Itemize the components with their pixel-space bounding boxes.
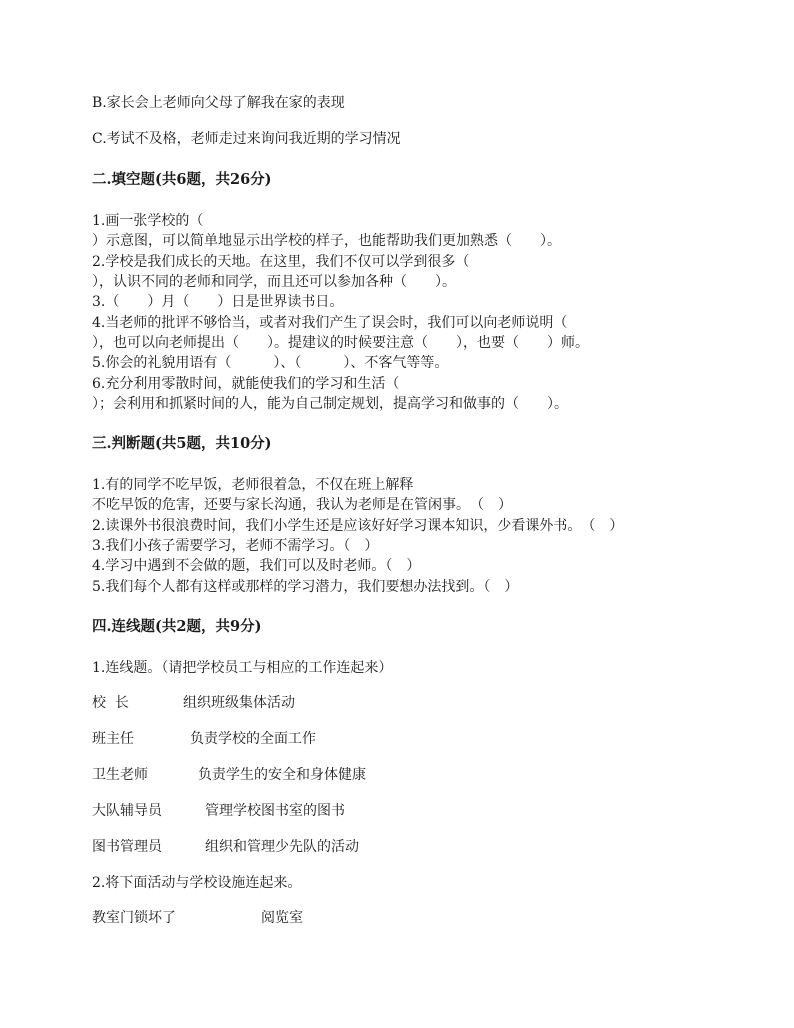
fill-in-line: 1.画一张学校的（ (92, 213, 204, 229)
matching-right-item: 负责学校的全面工作 (190, 731, 316, 747)
true-false-line: 2.读课外书很浪费时间，我们小学生还是应该好好学习课本知识，少看课外书。 （ ） (92, 518, 624, 534)
matching-q2-title: 2.将下面活动与学校设施连起来。 (92, 875, 302, 891)
true-false-line: 不吃早饭的危害，还要与家长沟通，我认为老师是在管闲事。 （ ） (92, 497, 512, 513)
option-b: B.家长会上老师向父母了解我在家的表现 (92, 95, 345, 111)
matching-left-item: 大队辅导员 (92, 803, 162, 819)
fill-in-line: 4.当老师的批评不够恰当，或者对我们产生了误会时，我们可以向老师说明（ (92, 315, 568, 331)
matching-right-item: 组织班级集体活动 (183, 695, 295, 711)
true-false-line: 5.我们每个人都有这样或那样的学习潜力，我们要想办法找到。（ ） (92, 579, 519, 595)
fill-in-line: 6.充分利用零散时间，就能使我们的学习和生活（ (92, 376, 400, 392)
fill-in-line: ），也可以向老师提出（ ）。提建议的时候要注意（ ），也要（ ）师。 (92, 335, 589, 351)
true-false-line: 4.学习中遇到不会做的题，我们可以及时老师。（ ） (92, 558, 421, 574)
matching-left-item: 图书管理员 (92, 839, 162, 855)
true-false-line: 1.有的同学不吃早饭，老师很着急，不仅在班上解释 (92, 477, 414, 493)
matching-left-item: 班主任 (92, 731, 134, 747)
matching-left-item: 教室门锁坏了 (92, 910, 176, 926)
matching-right-item: 管理学校图书室的图书 (205, 803, 345, 819)
fill-in-line: 3.（ ）月（ ）日是世界读书日。 (92, 294, 344, 310)
fill-in-line: ）；会利用和抓紧时间的人，能为自己制定规划，提高学习和做事的（ ）。 (92, 396, 568, 412)
matching-right-item: 组织和管理少先队的活动 (205, 839, 359, 855)
fill-in-line: 2.学校是我们成长的天地。在这里，我们不仅可以学到很多（ (92, 254, 470, 270)
section-heading-true-false: 三.判断题(共5题，共10分) (92, 435, 272, 452)
fill-in-line: ），认识不同的老师和同学，而且还可以参加各种（ ）。 (92, 274, 456, 290)
true-false-line: 3.我们小孩子需要学习，老师不需学习。（ ） (92, 538, 379, 554)
fill-in-line: ）示意图，可以简单地显示出学校的样子，也能帮助我们更加熟悉（ ）。 (92, 233, 561, 249)
matching-q1-title: 1.连线题。（请把学校员工与相应的工作连起来） (92, 660, 393, 676)
fill-in-line: 5.你会的礼貌用语有（ ）、（ ）、不客气等等。 (92, 355, 449, 371)
option-c: C.考试不及格，老师走过来询问我近期的学习情况 (92, 131, 401, 147)
section-heading-fill-in: 二.填空题(共6题，共26分) (92, 171, 272, 188)
matching-right-item: 负责学生的安全和身体健康 (198, 767, 366, 783)
matching-right-item: 阅览室 (261, 910, 303, 926)
matching-left-item: 校 长 (92, 695, 129, 711)
section-heading-matching: 四.连线题(共2题，共9分) (92, 618, 262, 635)
matching-left-item: 卫生老师 (92, 767, 148, 783)
